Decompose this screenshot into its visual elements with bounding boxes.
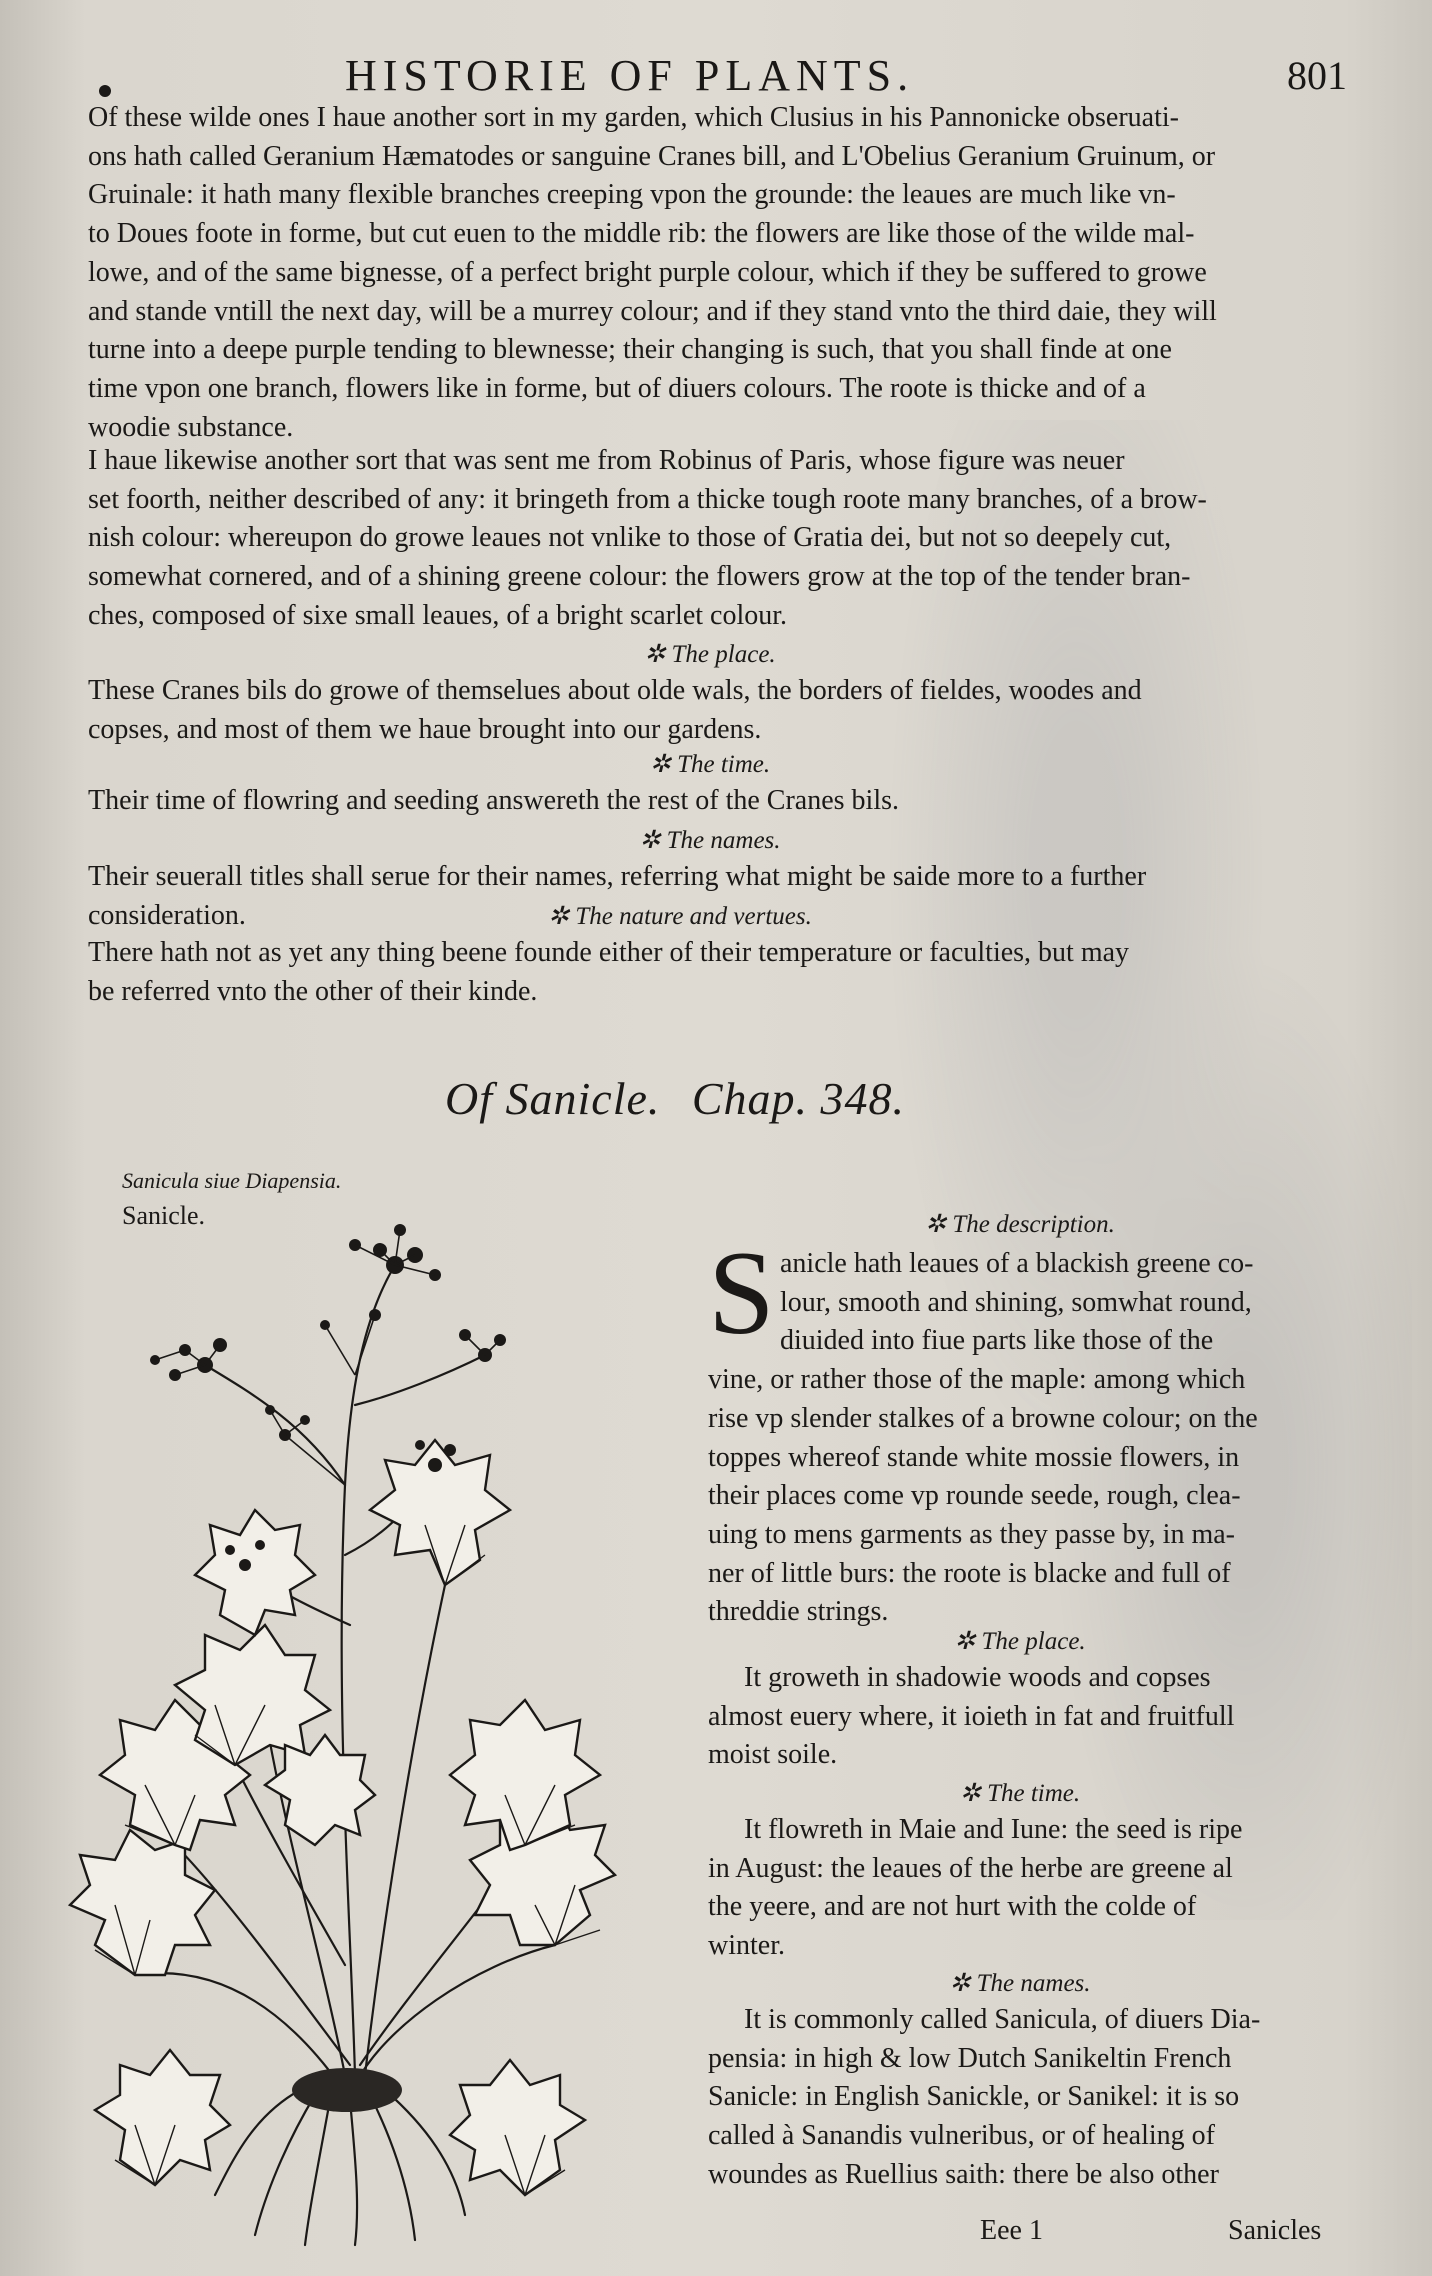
figure-english-caption: Sanicle. <box>122 1201 206 1230</box>
text-line: Of these wilde ones I haue another sort in my garden, which Clusius in his Pannonicke obseruati- <box>88 102 1179 133</box>
text-line: toppes whereof stande white mossie flowers, in <box>708 1441 1240 1473</box>
text-line: I haue likewise another sort that was sent me from Robinus of Paris, whose figure was neuer <box>88 445 1125 476</box>
text-line: the yeere, and are not hurt with the colde of <box>708 1891 1197 1923</box>
page-header <box>0 46 1432 106</box>
text-line: almost euery where, it ioieth in fat and fruitfull <box>708 1700 1235 1732</box>
paragraph-time-sanicle <box>708 1811 1346 1966</box>
text-line: copses, and most of them we haue brought into our gardens. <box>88 713 762 745</box>
text-line: Their seuerall titles shall serue for their names, referring what might be saide more to a further <box>88 861 1147 892</box>
heading-the-names-sanicle: ✲ The names. <box>949 1970 1091 1997</box>
text-line: uing to mens garments as they passe by, in ma- <box>708 1518 1235 1550</box>
text-line: It groweth in shadowie woods and copses <box>744 1662 1211 1693</box>
text-line: turne into a deepe purple tending to blewnesse; their changing is such, that you shall finde at one <box>88 334 1172 366</box>
text-line: Gruinale: it hath many flexible branches creeping vpon the grounde: the leaues are much like vn- <box>88 179 1176 211</box>
chapter-heading <box>445 1072 905 1125</box>
text-line: winter. <box>708 1930 785 1962</box>
text-line: Their time of flowring and seeding answereth the rest of the Cranes bils. <box>88 785 899 816</box>
page-number: 801 <box>1287 53 1347 98</box>
text-line: vine, or rather those of the maple: among which <box>708 1364 1246 1396</box>
text-line: to Doues foote in forme, but cut euen to the middle rib: the flowers are like those of the wilde mal- <box>88 218 1195 250</box>
text-line: their places come vp rounde seede, rough, clea- <box>708 1480 1241 1512</box>
text-line: It is commonly called Sanicula, of diuers Dia- <box>744 2004 1261 2035</box>
paragraph-place <box>88 672 1338 749</box>
text-line: be referred vnto the other of their kinde. <box>88 975 538 1007</box>
text-line: anicle hath leaues of a blackish greene co- <box>780 1248 1254 1279</box>
figure-latin-caption: Sanicula siue Diapensia. <box>122 1168 342 1193</box>
text-line: lowe, and of the same bignesse, of a perfect bright purple colour, which if they be suffered to growe <box>88 256 1207 288</box>
text-line: It flowreth in Maie and Iune: the seed is ripe <box>744 1814 1243 1845</box>
text-line: woodie substance. <box>88 411 294 443</box>
text-line: called à Sanandis vulneribus, or of healing of <box>708 2120 1215 2152</box>
text-line: time vpon one branch, flowers like in forme, but of diuers colours. The roote is thicke and of a <box>88 372 1146 404</box>
text-line: nish colour: whereupon do growe leaues not vnlike to those of Gratia dei, but not so deepely cut, <box>88 522 1172 554</box>
paragraph-names-sanicle <box>708 2001 1346 2195</box>
heading-the-place: ✲ The place. <box>644 641 776 668</box>
text-line: in August: the leaues of the herbe are greene al <box>708 1852 1233 1884</box>
heading-the-time-sanicle: ✲ The time. <box>959 1780 1081 1807</box>
chapter-number: Chap. 348. <box>691 1073 905 1124</box>
paragraph-place-sanicle <box>708 1659 1346 1775</box>
sanicle-woodcut-illustration <box>55 1205 655 2255</box>
text-line: diuided into fiue parts like those of the <box>780 1325 1214 1357</box>
chapter-title: Of Sanicle. <box>445 1073 661 1124</box>
text-line: woundes as Ruellius saith: there be also other <box>708 2158 1219 2190</box>
text-line: and stande vntill the next day, will be a murrey colour; and if they stand vnto the third daie, they will <box>88 295 1217 327</box>
paragraph-robinus-sort <box>88 442 1338 636</box>
text-line: ches, composed of sixe small leaues, of a bright scarlet colour. <box>88 599 788 631</box>
text-line: threddie strings. <box>708 1596 889 1628</box>
text-line: ons hath called Geranium Hæmatodes or sanguine Cranes bill, and L'Obelius Geranium Gruinum, or <box>88 140 1216 172</box>
heading-the-place-sanicle: ✲ The place. <box>954 1628 1086 1655</box>
text-line: There hath not as yet any thing beene founde either of their temperature or faculties, but may <box>88 937 1130 968</box>
text-line: These Cranes bils do growe of themselues about olde wals, the borders of fieldes, woodes and <box>88 675 1142 706</box>
heading-the-description: ✲ The description. <box>925 1211 1115 1238</box>
text-line: somewhat cornered, and of a shining greene colour: the flowers grow at the top of the tender bran- <box>88 561 1191 593</box>
text-line: pensia: in high & low Dutch Sanikeltin French <box>708 2042 1232 2074</box>
text-line: Sanicle: in English Sanickle, or Sanikel: it is so <box>708 2081 1240 2113</box>
text-line: rise vp slender stalkes of a browne colour; on the <box>708 1402 1258 1434</box>
paragraph-geranium-haematodes <box>88 99 1338 447</box>
text-line: lour, smooth and shining, somwhat round, <box>780 1286 1252 1318</box>
paragraph-nature <box>88 934 1338 1011</box>
heading-the-names: ✲ The names. <box>639 827 781 854</box>
text-line: ner of little burs: the roote is blacke and full of <box>708 1557 1231 1589</box>
heading-nature-and-vertues: ✲ The nature and vertues. <box>548 903 812 930</box>
heading-the-time: ✲ The time. <box>649 751 771 778</box>
text-line: consideration. <box>88 899 246 931</box>
signature-mark: Eee 1 <box>980 2215 1043 2246</box>
catchword: Sanicles <box>1228 2215 1322 2246</box>
text-line: set foorth, neither described of any: it bringeth from a thicke tough roote many branches, of a brow- <box>88 483 1207 515</box>
drop-cap: S <box>708 1226 775 1359</box>
paragraph-sanicle-description <box>708 1245 1346 1632</box>
text-line: moist soile. <box>708 1739 838 1771</box>
running-title: HISTORIE OF PLANTS. <box>345 51 915 100</box>
paragraph-time <box>88 782 1338 821</box>
